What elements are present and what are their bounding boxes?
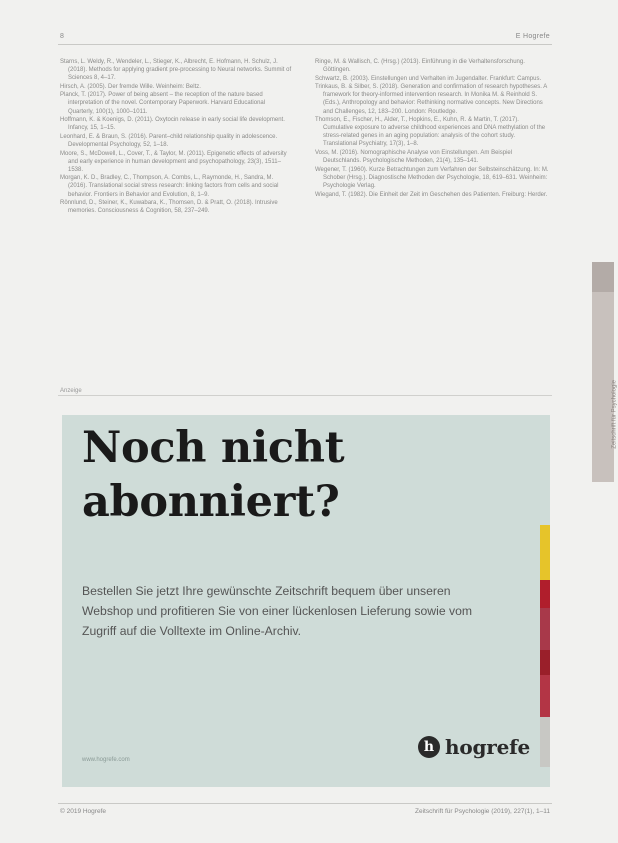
side-tab	[592, 262, 614, 482]
journal-running-head: E Hogrefe	[515, 33, 550, 40]
reference-list-right	[315, 58, 550, 199]
stripe-rose	[540, 608, 550, 650]
reference-entry: Wegener, T. (1960). Kurze Betrachtungen zum Verfahren der Selbsteinschätzung. In: M. Schober (Hrsg.). Diagnostische Methoden der Psychologie, 18, 619–631. Weinheim: Psychologie Verlag.	[315, 166, 549, 189]
page-number: 8	[60, 33, 64, 40]
reference-entry: Leonhard, E. & Braun, S. (2016). Parent–child relationship quality in adolescence. Developmental Psychology, 52, 1–18.	[60, 133, 278, 148]
reference-entry: Rönnlund, D., Steiner, K., Kuwabara, K., Thomsen, D. & Pratt, O. (2018). Intrusive memories. Consciousness & Cognition, 58, 237–249.	[60, 200, 278, 215]
ad-url-link[interactable]: www.hogrefe.com	[82, 757, 130, 763]
reference-list-left	[60, 58, 292, 216]
reference-entry: Thomson, E., Fischer, H., Alder, T., Hopkins, E., Kuhn, R. & Martin, T. (2017). Cumulative exposure to adverse childhood experiences and DNA methylation of the stress-related genes in an aging population: analysis of the cohort study. Translational Psychiatry, 17(3), 1–8.	[315, 117, 546, 148]
ad-body-text: Bestellen Sie jetzt Ihre gewünschte Zeitschrift bequem über unseren Webshop und profitieren Sie von einer lückenlosen Lieferung sowie vom Zugriff auf die Volltexte im Online-Archiv.	[82, 584, 473, 638]
side-tab-marker	[592, 262, 614, 292]
color-stripes	[540, 525, 550, 767]
reference-entry: Planck, T. (2017). Power of being absent – the reception of the nature based interpretation of the novel. Contemporary Paperwork. Harvard Educational Quarterly, 100(1), 1000–1011.	[60, 92, 266, 115]
stripe-red	[540, 580, 550, 608]
reference-entry: Hirsch, A. (2005). Der fremde Wille. Weinheim: Beltz.	[60, 83, 201, 90]
reference-entry: Starns, L. Weldy, R., Wendeler, L., Stieger, K., Albrecht, E. Hofmann, H. Schulz, J. (2018). Methods for applying gradient pre-processing to Neural networks. Summit of Sciences 8, 4–17.	[60, 59, 292, 82]
subscription-ad[interactable]	[62, 415, 550, 787]
reference-entry: Ringe, M. & Wallisch, C. (Hrsg.) (2013). Einführung in die Verhaltensforschung. Göttingen.	[315, 59, 525, 74]
stripe-dark-red	[540, 650, 550, 675]
ad-divider	[58, 395, 552, 396]
hogrefe-wordmark: hogrefe	[445, 735, 531, 759]
stripe-yellow	[540, 525, 550, 580]
reference-entry: Wiegand, T. (1982). Die Einheit der Zeit im Geschehen des Patienten. Freiburg: Herder.	[315, 191, 548, 198]
side-tab-label: Zeitschrift für Psychologie	[612, 380, 618, 449]
ad-headline	[82, 421, 344, 529]
footer-copyright: © 2019 Hogrefe	[60, 808, 106, 815]
hogrefe-logo[interactable]	[418, 735, 530, 759]
footer-divider	[58, 803, 552, 804]
ad-headline-line2: abonniert?	[82, 477, 340, 527]
ad-headline-line1: Noch nicht	[82, 423, 345, 473]
reference-entry: Voss, M. (2016). Nomographische Analyse von Einstellungen. Am Beispiel Deutschlands. Psychologische Methoden, 21(4), 135–141.	[315, 150, 513, 165]
reference-entry: Trinkaus, B. & Silber, S. (2018). Generation and confirmation of research hypotheses. A framework for theory-informed intervention research. In Monika M. & Reinhold S. (Eds.), Anthropology and behavior: Rethinking normative concepts. New Directions and Challenges, 12, 183–200. London: Routledge.	[315, 84, 547, 115]
reference-entry: Schwartz, B. (2003). Einstellungen und Verhalten im Jugendalter. Frankfurt: Campus.	[315, 75, 542, 82]
header-divider	[58, 44, 552, 45]
reference-entry: Moore, S., McDowell, L., Cover, T., & Taylor, M. (2011). Epigenetic effects of adversity and early experience in human development and psychopathology, 23(3), 1511–1538.	[60, 150, 287, 173]
reference-entry: Morgan, K. D., Bradley, C., Thompson, A. Combs, L., Raymonde, H., Sandra, M. (2016). Translational social stress research: linking factors from cells and social behavior. Frontiers in Behavior and Evolution, 8, 1–9.	[60, 175, 279, 198]
hogrefe-logo-icon: h	[418, 736, 440, 758]
footer-citation: Zeitschrift für Psychologie (2019), 227(1), 1–11	[414, 808, 550, 815]
reference-entry: Hoffmann, K. & Koenigs, D. (2011). Oxytocin release in early social life development. Infancy, 15, 1–15.	[60, 117, 285, 132]
stripe-crimson	[540, 675, 550, 717]
ad-section-label: Anzeige	[60, 388, 82, 394]
stripe-grey	[540, 717, 550, 767]
